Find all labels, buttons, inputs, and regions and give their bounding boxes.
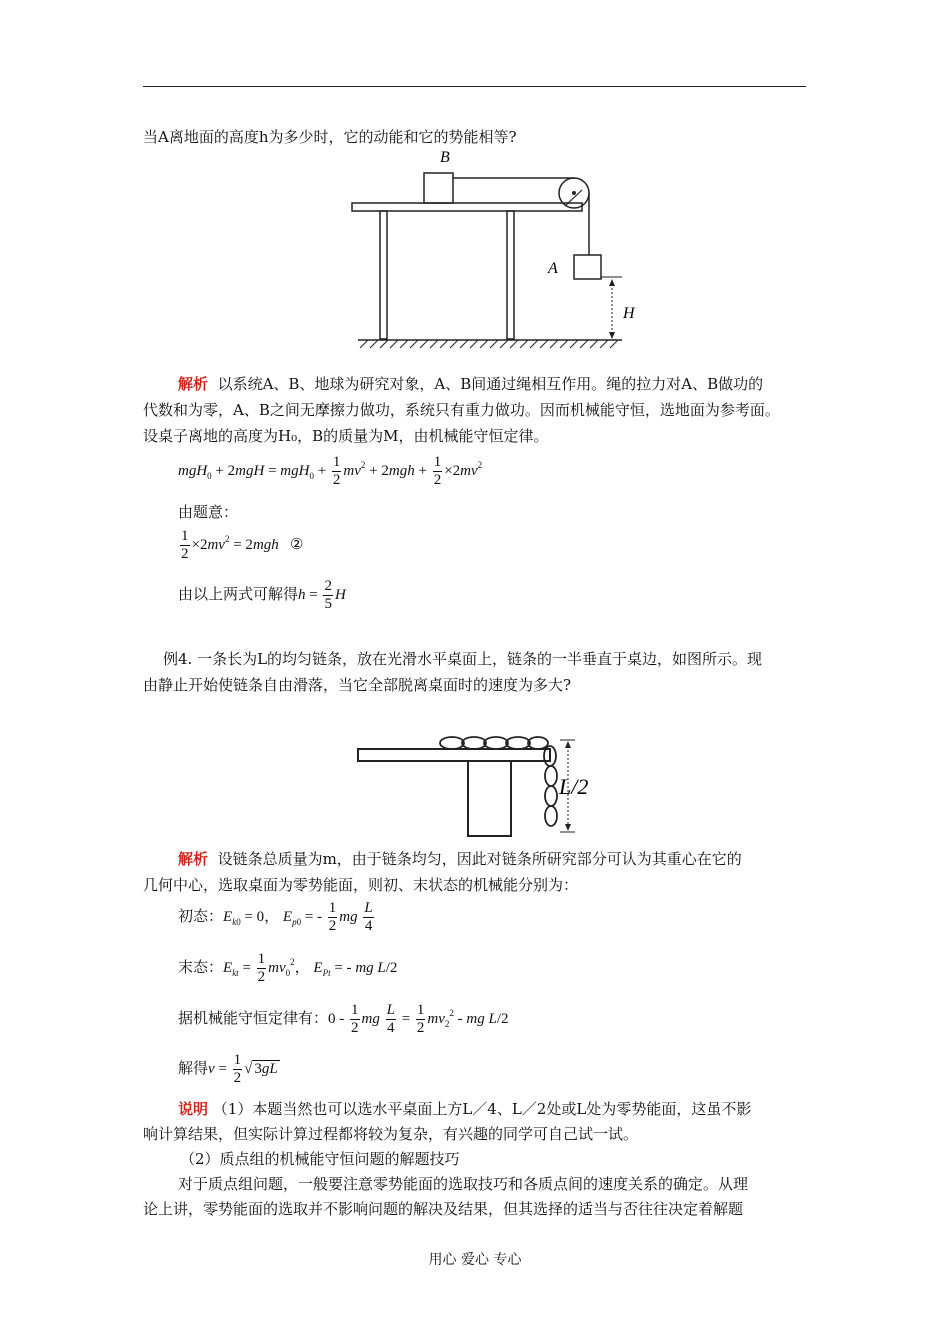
label-a: A [548,260,558,277]
table-top [352,203,582,211]
block-a [574,255,601,279]
leg-right [507,211,514,339]
block-b [424,173,453,203]
solution1-line3: 设桌子离地的高度为H₀，B的质量为M，由机械能守恒定律。 [143,427,549,445]
example4-line1: 例4. 一条长为L的均匀链条，放在光滑水平桌面上，链条的一半垂直于桌边，如图所示。现 [163,650,763,668]
header-rule [143,86,806,87]
note-line4: 对于质点组问题，一般要注意零势能面的选取技巧和各质点间的速度关系的确定。从理 [178,1175,749,1193]
solution2-line1: 解析 设链条总质量为m，由于链条均匀，因此对链条所研究部分可认为其重心在它的 [178,850,742,868]
table-leg [468,761,511,836]
label-h: H [623,305,635,322]
equation-2: $\frac{1}{2}$ $\times 2mv^2 = 2mgh$ ② [181,528,304,562]
label-b: B [440,149,450,166]
note-line5: 论上讲，零势能面的选取并不影响问题的解决及结果，但其选择的适当与否往往决定着解题 [143,1200,744,1218]
equation-number: ② [290,536,304,553]
initial-state: 初态：$E_{k0} = 0$， $E_{p0}$ = - $\frac{1}{2}$ mg $\frac{L}{4}$ [178,900,373,934]
solution1-line1: 解析 以系统A、B、地球为研究对象，A、B间通过绳相互作用。绳的拉力对A、B做功的 [178,375,764,393]
result-1: 由以上两式可解得h = $\frac{2}{5}$ H [178,578,346,612]
note-line2: 响计算结果，但实际计算过程都将较为复杂，有兴趣的同学可自己试一试。 [143,1125,639,1143]
note-tag: 说明 [178,1100,209,1118]
page-footer: 用心 爱心 专心 [428,1252,522,1268]
note-line3: （2）质点组的机械能守恒问题的解题技巧 [180,1150,460,1168]
equation-1: mgH$_0$ + 2mgH = mgH$_0$ + $\frac{1}{2}$ $mv^2 + 2mgh$ + $\frac{1}{2}$ $\times 2mv^2$ [178,454,483,488]
table-slab [358,749,550,761]
conservation-equation: 据机械能守恒定律有：0 - $\frac{1}{2}$ mg $\frac{L}{4}$ = $\frac{1}{2}$ $mv_2^2$ - mg L/2 [178,1002,509,1036]
chain-figure [355,734,615,842]
solution2-tag: 解析 [178,850,209,868]
solution2-line2: 几何中心，选取桌面为零势能面，则初、末状态的机械能分别为： [143,876,579,894]
example4-line2: 由静止开始使链条自由滑落，当它全部脱离桌面时的速度为多大? [143,676,572,694]
by-problem-label: 由题意： [178,503,239,521]
leg-left [380,211,387,339]
question-text: 当A离地面的高度h为多少时，它的动能和它的势能相等? [143,128,517,146]
solution1-line2: 代数和为零，A、B之间无摩擦力做功，系统只有重力做功。因而机械能守恒，选地面为参考面。 [143,401,780,419]
chain-horizontal [440,737,548,749]
pulley-figure [340,140,640,355]
final-state: 末态：$E_{kt}$ = $\frac{1}{2}$ $mv_0^2$， $E_{Pt}$ = - mg L/2 [178,951,398,985]
result-2: 解得v = $\frac{1}{2}$ √ 3gL [178,1052,278,1086]
solution1-tag: 解析 [178,375,209,393]
label-l-half: L/2 [559,774,589,799]
note-line1: 说明 （1）本题当然也可以选水平桌面上方L／4、L／2处或L处为零势能面，这虽不影 [178,1100,752,1118]
